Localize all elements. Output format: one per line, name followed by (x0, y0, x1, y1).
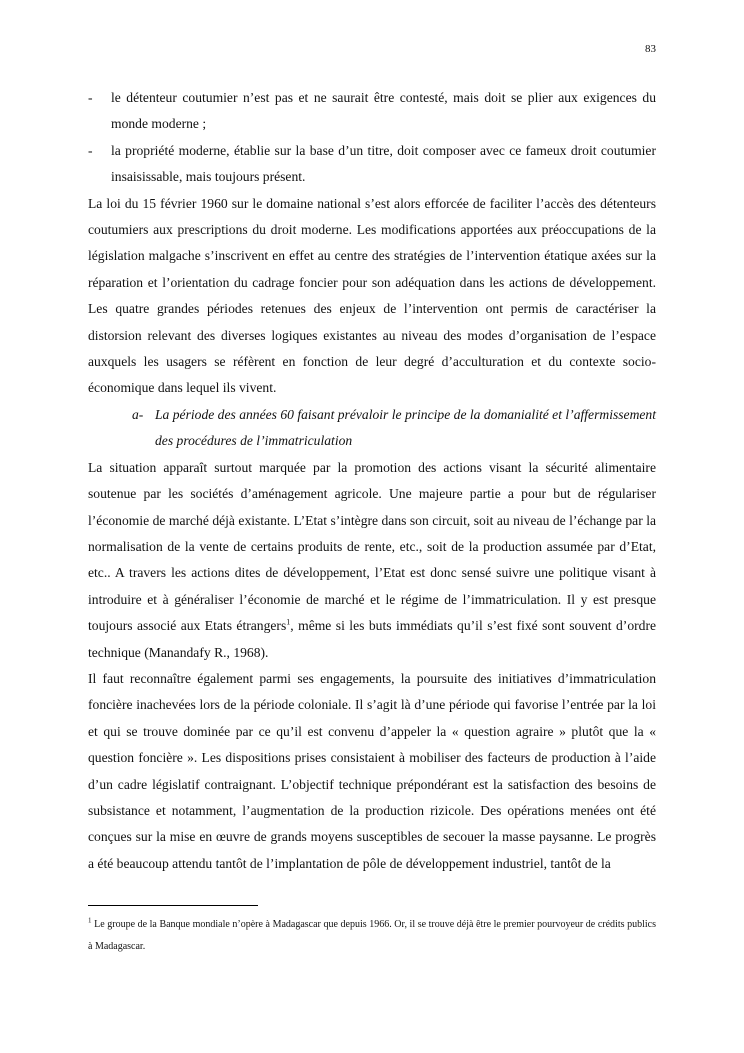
paragraph-2 (88, 455, 656, 666)
footnote-number: 1 (88, 916, 92, 925)
heading-marker: a- (132, 406, 144, 422)
bullet-text: la propriété moderne, établie sur la base d’un titre, doit composer avec ce fameux droit coutumier insaisissable, mais toujours présent. (111, 142, 656, 185)
page-number: 83 (645, 43, 656, 55)
bullet-item-2 (88, 138, 656, 191)
bullet-text: le détenteur coutumier n’est pas et ne saurait être contesté, mais doit se plier aux exigences du monde moderne ; (111, 90, 656, 132)
section-heading (132, 402, 656, 455)
footnote-separator (88, 905, 258, 906)
footnote-text: Le groupe de la Banque mondiale n’opère à Madagascar que depuis 1966. Or, il se trouve déjà être le premier pourvoyeur de crédits publics à Madagascar. (88, 919, 656, 952)
paragraph-3: Il faut reconnaître également parmi ses engagements, la poursuite des initiatives d’immatriculation foncière inachevées lors de la période coloniale. Il s’agit là d’une période qui favorise l’entrée par la loi et qui se trouve dominée par ce qu’il est convenu d’appeler la « question agraire » plutôt que la « question foncière ». Les dispositions prises consistaient à mobiliser des facteurs de production à l’aide d’un cadre législatif contraignant. L’objectif technique prépondérant est la satisfaction des besoins de subsistance et notamment, l’augmentation de la production rizicole. Des opérations menées ont été conçues sur la mise en œuvre de grands moyens susceptibles de secouer la masse paysanne. Le progrès a été beaucoup attendu tantôt de l’implantation de pôle de développement industriel, tantôt de la (88, 670, 656, 871)
paragraph-2-text: La situation apparaît surtout marquée par la promotion des actions visant la sécurité alimentaire soutenue par les sociétés d’aménagement agricole. Une majeure partie a pour but de régulariser l’économie de marché déjà existante. L’Etat s’intègre dans son circuit, soit au niveau de l’échange par la normalisation de la vente de certains produits de rente, etc., soit de la production assumée par d’Etat, etc.. A travers les actions dites de développement, l’Etat est donc sensé suivre une politique visant à introduire et à généraliser l’économie de marché et le régime de l’immatriculation. Il y est presque toujours associé aux Etats étrangers (88, 459, 656, 634)
paragraph-2-text-end: , même si les buts immédiats qu’il s’est fixé sont souvent d’ordre technique (Manandafy R., 1968). (88, 618, 657, 660)
footnote (88, 914, 656, 958)
body-text (88, 85, 656, 877)
heading-text: La période des années 60 faisant prévaloir le principe de la domanialité et l’affermissement des procédures de l’immatriculation (155, 406, 657, 449)
bullet-marker: - (88, 90, 93, 105)
bullet-marker: - (88, 142, 93, 158)
footnote-reference: 1 (286, 617, 291, 627)
bullet-item-1 (88, 85, 656, 138)
paragraph-1: La loi du 15 février 1960 sur le domaine national s’est alors efforcée de faciliter l’accès des détenteurs coutumiers aux prescriptions du droit moderne. Les modifications apportées aux préoccupations de la législation malgache s’inscrivent en effet au centre des stratégies de l’intervention étatique axées sur la réparation et l’orientation du cadrage foncier pour son adéquation dans les actions de développement. Les quatre grandes périodes retenues des enjeux de l’intervention ont permis de caractériser la distorsion relevant des diverses logiques existantes au niveau des modes d’organisation de l’espace auxquels les usagers se réfèrent en fonction de leur degré d’acculturation et du contexte socio-économique dans lequel ils vivent. (88, 195, 656, 396)
